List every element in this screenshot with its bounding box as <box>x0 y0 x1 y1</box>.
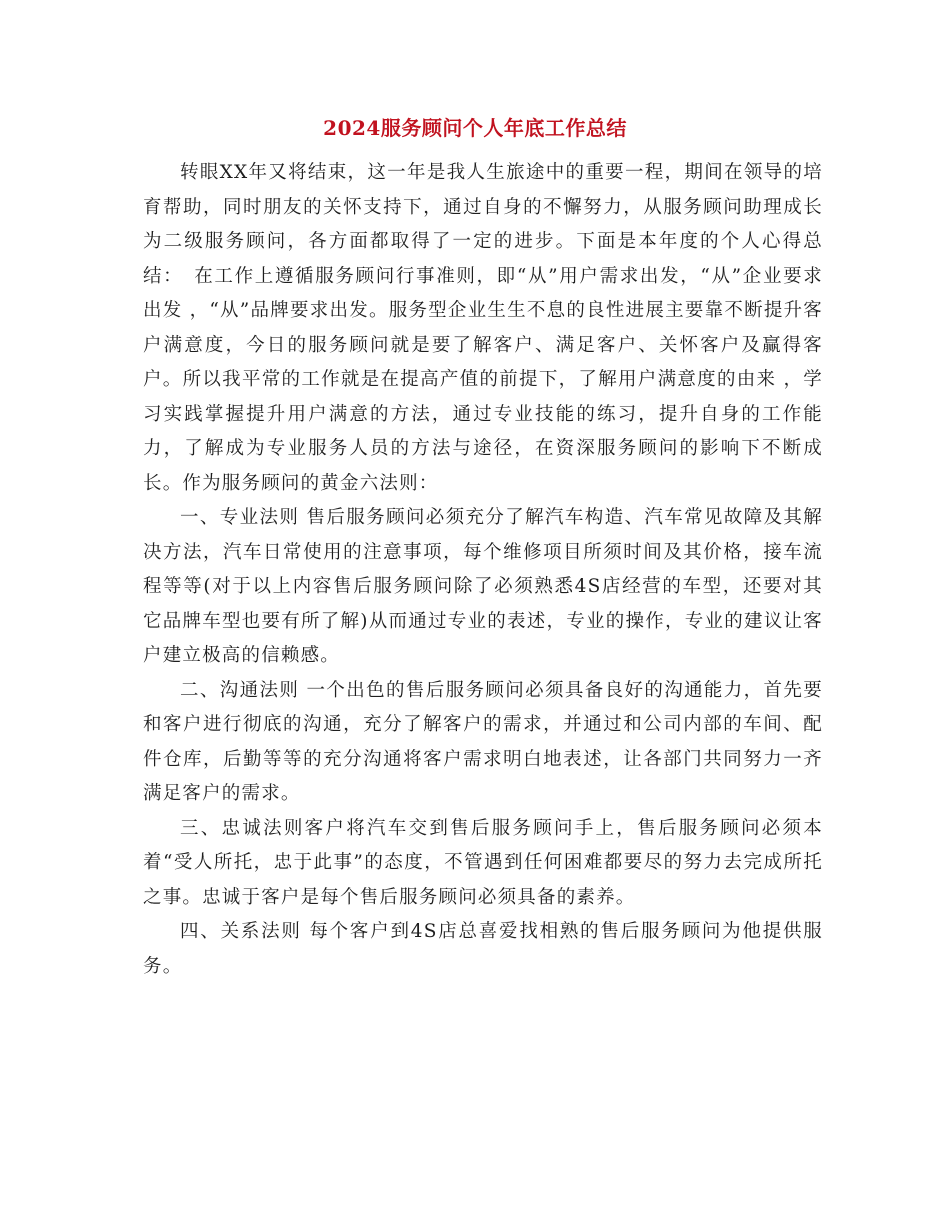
paragraph-professional-rule: 一、专业法则 售后服务顾问必须充分了解汽车构造、汽车常见故障及其解决方法，汽车日常使用的注意事项，每个维修项目所须时间及其价格，接车流程等等(对于以上内容售后服务顾问除了必须熟悉4S店经营的车型，还要对其它品牌车型也要有所了解)从而通过专业的表述，专业的操作，专业的建议让客户建立极高的信赖感。 <box>143 507 823 666</box>
document-body <box>143 156 823 984</box>
paragraph-relationship-rule: 四、关系法则 每个客户到4S店总喜爱找相熟的售后服务顾问为他提供服务。 <box>143 921 823 977</box>
paragraph-communication-rule: 二、沟通法则 一个出色的售后服务顾问必须具备良好的沟通能力，首先要和客户进行彻底的沟通，充分了解客户的需求，并通过和公司内部的车间、配件仓库，后勤等等的充分沟通将客户需求明白地表述，让各部门共同努力一齐满足客户的需求。 <box>143 679 823 804</box>
paragraph-intro: 转眼XX年又将结束，这一年是我人生旅途中的重要一程，期间在领导的培育帮助，同时朋友的关怀支持下，通过自身的不懈努力，从服务顾问助理成长为二级服务顾问，各方面都取得了一定的进步。下面是本年度的个人心得总结： 在工作上遵循服务顾问行事准则，即“从”用户需求出发，“从”企业要求出发 ，“从”品牌要求出发。服务型企业生生不息的良性进展主要靠不断提升客户满意度，今日的服务顾问就是要了解客户、满足客户、关怀客户及赢得客户。所以我平常的工作就是在提高产值的前提下，了解用户满意度的由来 ，学习实践掌握提升用户满意的方法，通过专业技能的练习，提升自身的工作能力，了解成为专业服务人员的方法与途径，在资深服务顾问的影响下不断成长。作为服务顾问的黄金六法则： <box>143 162 823 494</box>
paragraph-loyalty-rule: 三、忠诚法则客户将汽车交到售后服务顾问手上，售后服务顾问必须本着“受人所托，忠于此事”的态度，不管遇到任何困难都要尽的努力去完成所托之事。忠诚于客户是每个售后服务顾问必须具备的素养。 <box>143 817 823 908</box>
document-title: 2024服务顾问个人年底工作总结 <box>323 116 627 140</box>
